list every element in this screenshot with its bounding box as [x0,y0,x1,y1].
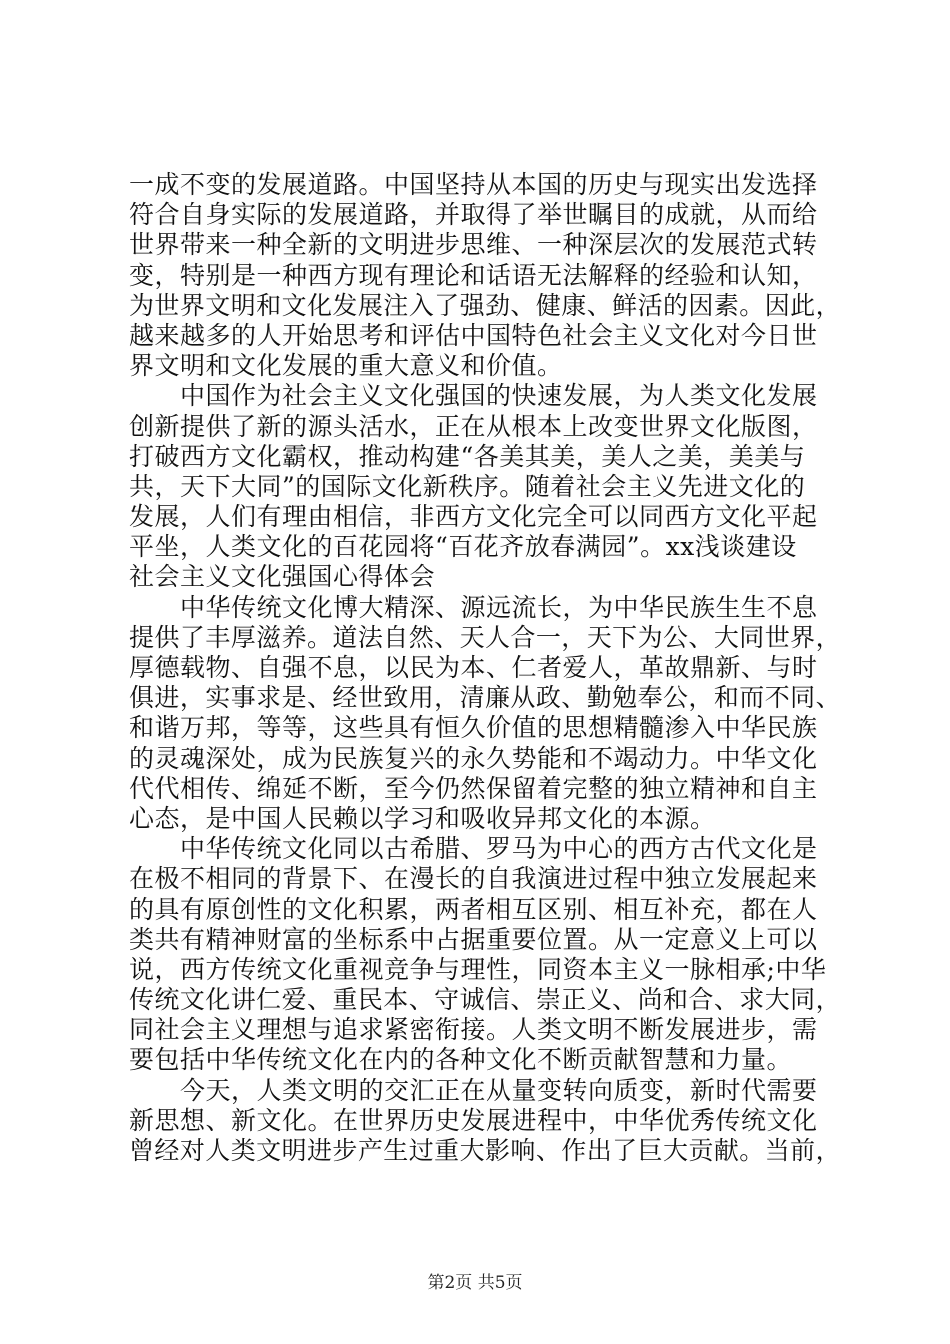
text-line: 新思想、新文化。在世界历史发展进程中，中华优秀传统文化 [129,1105,818,1135]
text-line: 代代相传、绵延不断，至今仍然保留着完整的独立精神和自主 [129,773,818,803]
text-line: 中华传统文化博大精深、源远流长，为中华民族生生不息 [129,592,818,622]
text-line: 发展，人们有理由相信，非西方文化完全可以同西方文化平起 [129,502,818,532]
text-line: 心态，是中国人民赖以学习和吸收异邦文化的本源。 [129,803,716,833]
text-line: 在极不相同的背景下、在漫长的自我演进过程中独立发展起来 [129,864,818,894]
text-line: 打破西方文化霸权，推动构建“各美其美，美人之美，美美与 [129,441,806,471]
text-line: 社会主义文化强国心得体会 [129,562,436,592]
text-line: 要包括中华传统文化在内的各种文化不断贡献智慧和力量。 [129,1045,793,1075]
document-body [129,170,841,1166]
text-line: 说，西方传统文化重视竞争与理性，同资本主义一脉相承;中华 [129,954,827,984]
text-line: 厚德载物、自强不息，以民为本、仁者爱人，革故鼎新、与时 [129,653,818,682]
text-line: 为世界文明和文化发展注入了强劲、健康、鲜活的因素。因此， [129,290,842,320]
text-line: 一成不变的发展道路。中国坚持从本国的历史与现实出发选择 [129,170,818,199]
text-line: 俱进，实事求是、经世致用，清廉从政、勤勉奉公，和而不同、 [129,683,842,713]
text-line: 的灵魂深处，成为民族复兴的永久势能和不竭动力。中华文化 [129,743,818,773]
text-line: 的具有原创性的文化积累，两者相互区别、相互补充，都在人 [129,894,818,924]
text-line: 传统文化讲仁爱、重民本、守诚信、崇正义、尚和合、求大同， [129,985,842,1015]
text-line: 越来越多的人开始思考和评估中国特色社会主义文化对今日世 [129,320,818,350]
text-line: 今天，人类文明的交汇正在从量变转向质变，新时代需要 [129,1075,818,1105]
text-line: 界文明和文化发展的重大意义和价值。 [129,351,563,381]
text-line: 变，特别是一种西方现有理论和话语无法解释的经验和认知， [129,260,818,290]
text-line: 中国作为社会主义文化强国的快速发展，为人类文化发展 [129,381,818,411]
text-line: 创新提供了新的源头活水，正在从根本上改变世界文化版图， [129,411,818,441]
text-line: 中华传统文化同以古希腊、罗马为中心的西方古代文化是 [129,834,818,864]
text-line: 符合自身实际的发展道路，并取得了举世瞩目的成就，从而给 [129,200,818,230]
page-footer: 第2页 共5页 [427,1273,523,1293]
text-line: 类共有精神财富的坐标系中占据重要位置。从一定意义上可以 [129,924,818,954]
text-line: 曾经对人类文明进步产生过重大影响、作出了巨大贡献。当前， [129,1136,842,1165]
text-line: 共，天下大同”的国际文化新秩序。随着社会主义先进文化的 [129,471,806,501]
text-line: 同社会主义理想与追求紧密衔接。人类文明不断发展进步，需 [129,1015,818,1045]
text-line: 世界带来一种全新的文明进步思维、一种深层次的发展范式转 [129,230,818,260]
text-line: 和谐万邦，等等，这些具有恒久价值的思想精髓渗入中华民族 [129,713,818,743]
text-line: 提供了丰厚滋养。道法自然、天人合一，天下为公、大同世界， [129,622,842,652]
text-line: 平坐，人类文化的百花园将“百花齐放春满园”。xx浅谈建设 [129,532,797,562]
